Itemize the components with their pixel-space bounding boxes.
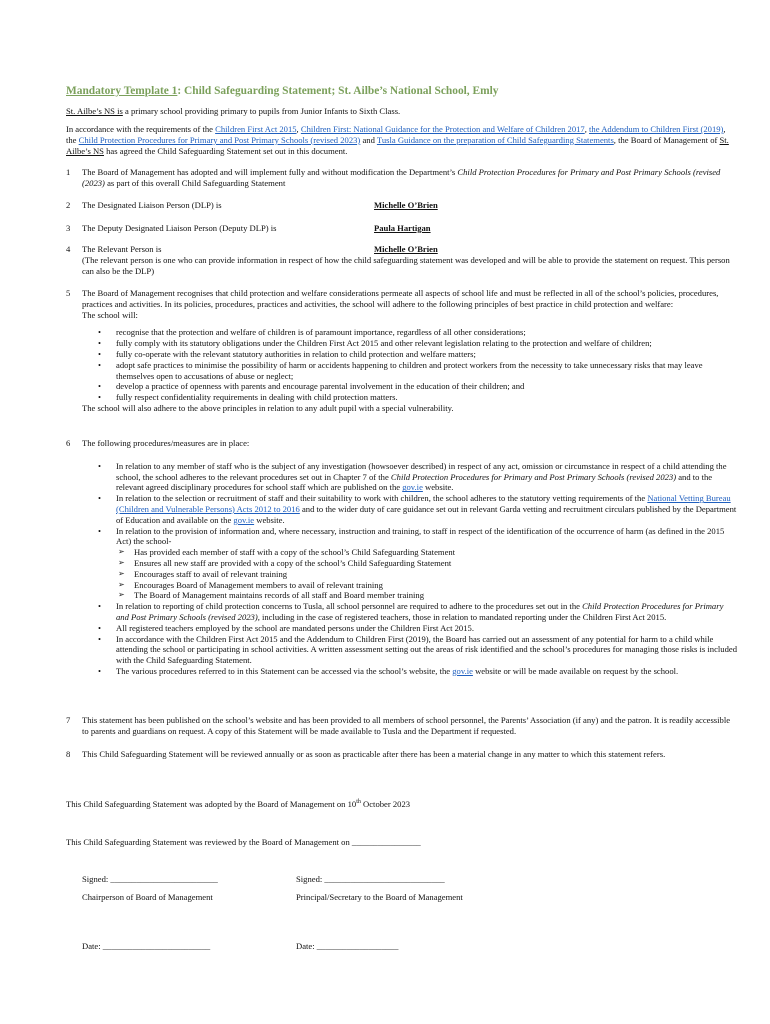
section-number: 7 [66, 715, 71, 725]
list-item: • fully co-operate with the relevant statutory authorities in relation to child protection and welfare matters; [82, 349, 737, 360]
item-text: In relation to reporting of child protection concerns to Tusla, all school personnel are required to adhere to the procedures set out in the [116, 601, 583, 612]
section-number: 5 [66, 288, 71, 298]
section-number: 8 [66, 749, 71, 759]
arrow-item: ➢ The Board of Management maintains records of all staff and Board member training [116, 590, 737, 601]
section-number: 1 [66, 167, 71, 177]
section-8-text: This Child Safeguarding Statement will be reviewed annually or as soon as practicable after there has been a material change in any matter to which this statement refers. [82, 749, 666, 759]
template-label: Mandatory Template 1 [66, 85, 178, 97]
item-italic: Child Protection Procedures for Primary and Post Primary Schools (revised 2023) [116, 601, 724, 622]
link-child-protection-procedures[interactable]: Child Protection Procedures for Primary and Post Primary Schools (revised 2023) [78, 134, 361, 145]
s1-text: as part of this overall Child Safeguarding Statement [104, 177, 286, 188]
list-item: • adopt safe practices to minimise the possibility of harm or accidents happening to children and protect workers from the necessity to take unnecessary risks that may leave themselves open to accusations of abuse or neglect; [82, 360, 737, 382]
role-right: Principal/Secretary to the Board of Management [296, 892, 463, 902]
date-right: Date: ___________________ [296, 941, 399, 951]
section-number: 6 [66, 438, 71, 448]
section-6 [82, 438, 737, 677]
item-text: In relation to the provision of information and, where necessary, instruction and training, to staff in respect of the identification of the occurrence of harm (as defined in the 2015 Act) the school- [116, 525, 725, 547]
deputy-dlp-name: Paula Hartigan [374, 223, 431, 233]
list-item: • develop a practice of openness with parents and encourage parental involvement in the education of their children; and [82, 381, 737, 392]
intro-paragraph [66, 106, 736, 117]
s1-italic: Child Protection Procedures for Primary and Post Primary Schools (revised (2023) [82, 167, 721, 188]
school-name: St. Ailbe’s NS is [66, 106, 123, 116]
training-list [116, 547, 737, 601]
dlp-label: The Designated Liaison Person (DLP) is [82, 200, 222, 210]
link-tusla-guidance[interactable]: Tusla Guidance on the preparation of Child Safeguarding Statements [376, 134, 614, 145]
date-left: Date: _________________________ [82, 941, 211, 951]
section-1-text [82, 167, 737, 189]
page-title [66, 84, 746, 98]
signed-right: Signed: ____________________________ [296, 874, 445, 884]
school-name: St. Ailbe’s NS [66, 134, 729, 156]
list-item: • fully respect confidentiality requirements in dealing with child protection matters. [82, 392, 737, 403]
title-text: : Child Safeguarding Statement; St. Ailbe’s National School, Emly [177, 85, 499, 97]
req-text: In accordance with the requirements of the [66, 124, 216, 134]
item-text: In relation to the selection or recruitment of staff and their suitability to work with children, the school adheres to the statutory vetting requirements of the [116, 493, 648, 504]
section-number: 2 [66, 200, 71, 210]
section-6-text: The following procedures/measures are in place: [82, 438, 250, 448]
req-text: , the [66, 124, 726, 145]
adopted-text: October 2023 [360, 799, 411, 809]
section-5-adult: The school will also adhere to the above principles in relation to any adult pupil with a special vulnerability. [82, 402, 454, 413]
relevant-person-name: Michelle O’Brien [374, 244, 438, 254]
list-item [82, 493, 737, 525]
section-7-text: This statement has been published on the school’s website and has been provided to all members of school personnel, the Parents’ Association (if any) and the patron. It is readily accessible to parents and guardians on request. A copy of this Statement will be made available to Tusla and the Department if requested. [82, 715, 731, 736]
item-text: website. [422, 482, 454, 493]
requirements-paragraph [66, 124, 736, 156]
req-text: , [296, 124, 301, 134]
req-text: and [360, 134, 377, 145]
list-item: • fully comply with its statutory obligations under the Children First Act 2015 and other relevant legislation relating to the protection and welfare of children; [82, 338, 737, 349]
list-item: • recognise that the protection and welfare of children is of paramount importance, regardless of all other considerations; [82, 327, 737, 338]
req-text: , the Board of Management of [613, 134, 720, 145]
role-left: Chairperson of Board of Management [82, 892, 213, 902]
list-item: • In accordance with the Children First Act 2015 and the Addendum to Children First (2019), the Board has carried out an assessment of any potential for harm to a child while attending the school or participating in school activities. A written assessment setting out the areas of risk identified and the school’s procedures for managing those risks is included with the Child Safeguarding Statement. [82, 634, 737, 666]
link-vetting-bureau[interactable]: National Vetting Bureau (Children and Vulnerable Persons) Acts 2012 to 2016 [116, 493, 731, 514]
dlp-name: Michelle O’Brien [374, 200, 438, 210]
signed-left: Signed: _________________________ [82, 874, 218, 884]
list-item [82, 526, 737, 602]
list-item: • All registered teachers employed by the school are mandated persons under the Children First Act 2015. [82, 623, 737, 634]
section-number: 4 [66, 244, 71, 254]
arrow-item: ➢ Ensures all new staff are provided with a copy of the school’s Child Safeguarding Statement [116, 558, 737, 569]
item-text: website. [254, 514, 285, 525]
item-text: The various procedures referred to in this Statement can be accessed via the school’s website, the [116, 665, 453, 676]
item-text: , including in the case of registered teachers, those in relation to mandated reporting under the Children First Act 2015. [257, 611, 667, 622]
relevant-person-note: (The relevant person is one who can provide information in respect of how the child safeguarding statement was developed and will be able to provide the statement on request. This person can also be the DLP) [82, 255, 730, 276]
reviewed-statement: This Child Safeguarding Statement was reviewed by the Board of Management on ________________ [66, 837, 421, 847]
arrow-item: ➢ Has provided each member of staff with a copy of the school’s Child Safeguarding Statement [116, 547, 737, 558]
adopted-statement [66, 799, 736, 810]
section-number: 3 [66, 223, 71, 233]
item-text: and to the relevant agreed disciplinary procedures for school staff which are published on the [116, 471, 713, 493]
item-text: In relation to any member of staff who is the subject of any investigation (howsoever described) in respect of any act, omission or circumstance in respect of a child attending the school, the school adheres to the relevant procedures set out in Chapter 7 of the [116, 460, 727, 482]
link-gov-ie[interactable]: gov.ie [233, 514, 255, 525]
adopted-text: This Child Safeguarding Statement was adopted by the Board of Management on 10 [66, 799, 357, 809]
adopted-sup: th [356, 799, 361, 806]
relevant-person-label: The Relevant Person is [82, 244, 162, 254]
arrow-item: ➢ Encourages Board of Management members to avail of relevant training [116, 580, 737, 591]
req-text: , [584, 124, 590, 134]
item-italic: Child Protection Procedures for Primary and Post Primary Schools (revised 2023) [390, 471, 677, 482]
list-item [82, 461, 737, 493]
item-text: website or will be made available on request by the school. [472, 665, 679, 676]
section-5-text: The Board of Management recognises that child protection and welfare considerations permeate all aspects of school life and must be reflected in all of the school’s policies, procedures, practices and activities. In its policies, procedures, practices and activities, the school will adhere to the following principles of best practice in child protection and welfare: [82, 288, 719, 309]
section-5 [82, 288, 737, 414]
section-5-will: The school will: [82, 309, 138, 320]
list-item [82, 666, 737, 677]
req-text: has agreed the Child Safeguarding Statement set out in this document. [103, 145, 348, 156]
link-gov-ie[interactable]: gov.ie [402, 482, 423, 493]
arrow-item: ➢ Encourages staff to avail of relevant training [116, 569, 737, 580]
principles-list [82, 327, 737, 403]
link-children-first-act[interactable]: Children First Act 2015 [215, 124, 297, 134]
deputy-dlp-label: The Deputy Designated Liaison Person (Deputy DLP) is [82, 223, 277, 233]
procedures-list [82, 461, 737, 677]
link-national-guidance[interactable]: Children First: National Guidance for the Protection and Welfare of Children 2017 [300, 124, 585, 134]
link-gov-ie[interactable]: gov.ie [452, 665, 473, 676]
link-addendum[interactable]: the Addendum to Children First (2019) [589, 124, 724, 134]
list-item [82, 601, 737, 623]
intro-text: a primary school providing primary to pupils from Junior Infants to Sixth Class. [122, 106, 401, 116]
item-text: and to the wider duty of care guidance set out in relevant Garda vetting and recruitment circulars published by the Department of Education and available on the [116, 503, 737, 525]
s1-text: The Board of Management has adopted and will implement fully and without modification the Department’s [82, 167, 458, 177]
